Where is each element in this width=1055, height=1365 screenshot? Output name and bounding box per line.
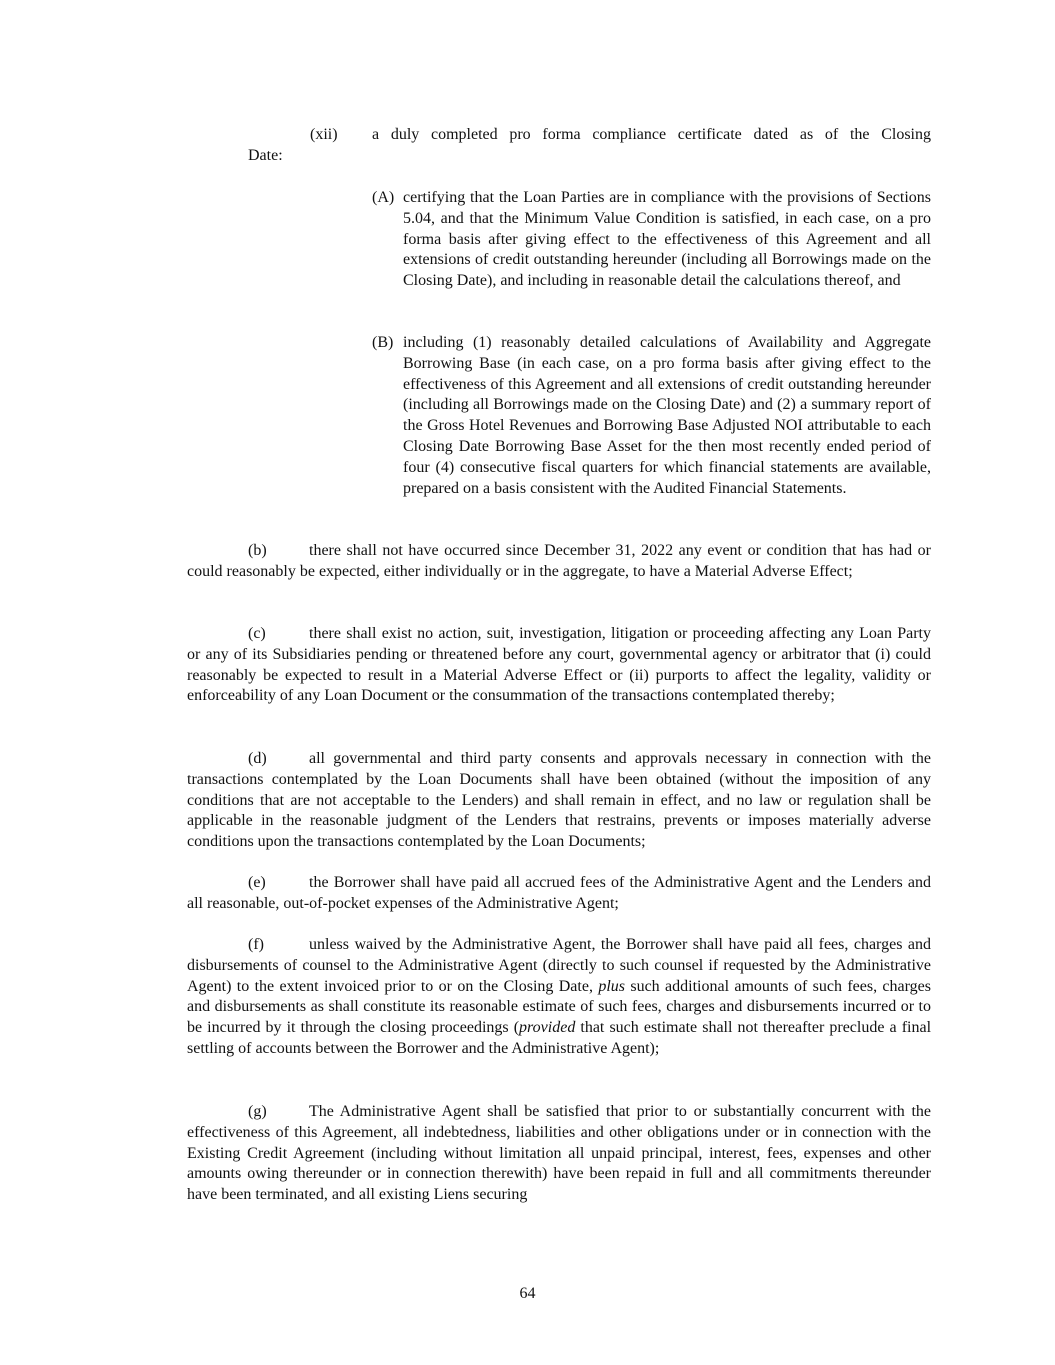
subclause-b	[372, 333, 931, 499]
paragraph-f-label: (f)	[248, 936, 264, 953]
subclause-a-text: certifying that the Loan Parties are in compliance with the provisions of Sections 5.04, and that the Minimum Value Condition is satisfied, in each case, on a pro forma basis after giving effect to the effectiveness of this Agreement and all extensions of credit outstanding hereunder (including all Borrowings made on the Closing Date), and including in reasonable detail the calculations thereof, and	[403, 189, 931, 290]
paragraph-g-text: The Administrative Agent shall be satisfied that prior to or substantially concurrent with the effectiveness of this Agreement, all indebtedness, liabilities and other obligations under or in connection with the Existing Credit Agreement (including without limitation all unpaid principal, interest, fees, expenses and other amounts owing thereunder or in connection therewith) have been repaid in full and all commitments thereunder have been terminated, and all existing Liens securing	[187, 1103, 931, 1204]
clause-xii-text: a duly completed pro forma compliance certificate dated as of the Closing	[372, 126, 931, 143]
paragraph-d-label: (d)	[248, 750, 267, 767]
paragraph-b-label: (b)	[248, 542, 267, 559]
paragraph-f-italic-plus: plus	[598, 977, 625, 995]
subclause-b-text: including (1) reasonably detailed calculations of Availability and Aggregate Borrowing Base (in each case, on a pro forma basis after giving effect to the effectiveness of this Agreement and all extensions of credit outstanding hereunder (including all Borrowings made on the Closing Date) and (2) a summary report of the Gross Hotel Revenues and Borrowing Base Adjusted NOI attributable to each Closing Date Borrowing Base Asset for the then most recently ended period of four (4) consecutive fiscal quarters for which financial statements are available, prepared on a basis consistent with the Audited Financial Statements.	[403, 334, 931, 497]
paragraph-f-italic-provided: provided	[519, 1019, 576, 1037]
paragraph-f-text-3: that such estimate shall not thereafter preclude a final settling of accounts between the Borrower and the Administrative Agent);	[187, 1019, 932, 1057]
paragraph-e-text: the Borrower shall have paid all accrued fees of the Administrative Agent and the Lenders and all reasonable, out-of-pocket expenses of the Administrative Agent;	[187, 874, 931, 912]
clause-xii-label: (xii)	[310, 126, 338, 143]
subclause-a	[372, 188, 931, 292]
paragraph-e-label: (e)	[248, 874, 266, 891]
paragraph-b	[187, 541, 931, 583]
paragraph-f	[187, 935, 931, 1060]
subclause-a-label: (A)	[372, 189, 395, 206]
paragraph-e	[187, 873, 931, 915]
paragraph-b-text: there shall not have occurred since December 31, 2022 any event or condition that has had or could reasonably be expected, either individually or in the aggregate, to have a Material Adverse Effect;	[187, 542, 931, 580]
paragraph-c	[187, 624, 931, 707]
paragraph-d-text: all governmental and third party consents and approvals necessary in connection with the transactions contemplated by the Loan Documents shall have been obtained (without the imposition of any conditions that are not acceptable to the Lenders) and shall remain in effect, and no law or regulation shall be applicable in the reasonable judgment of the Lenders that restrains, prevents or imposes materially adverse conditions upon the transactions contemplated by the Loan Documents;	[187, 750, 931, 851]
paragraph-f-text-2: such additional amounts of such fees, charges and disbursements as shall constitute its reasonable estimate of such fees, charges and disbursements incurred or to be incurred by it through the closing proceedings (	[187, 977, 931, 1037]
page-number: 64	[519, 1285, 536, 1302]
clause-xii-continuation: Date:	[248, 147, 283, 164]
paragraph-c-text: there shall exist no action, suit, investigation, litigation or proceeding affecting any Loan Party or any of its Subsidiaries pending or threatened before any court, governmental agency or arbitrator that (i) could reasonably be expected to result in a Material Adverse Effect or (ii) purports to affect the legality, validity or enforceability of any Loan Document or the consummation of the transactions contemplated thereby;	[187, 625, 931, 705]
paragraph-g	[187, 1102, 931, 1206]
subclause-b-label: (B)	[372, 334, 394, 351]
paragraph-g-label: (g)	[248, 1103, 267, 1120]
paragraph-c-label: (c)	[248, 625, 266, 642]
paragraph-f-text-1: unless waived by the Administrative Agent, the Borrower shall have paid all fees, charges and disbursements of counsel to the Administrative Agent (directly to such counsel if requested by the Administrative Agent) to the extent invoiced prior to or on the Closing Date,	[187, 936, 931, 995]
paragraph-d	[187, 749, 931, 853]
